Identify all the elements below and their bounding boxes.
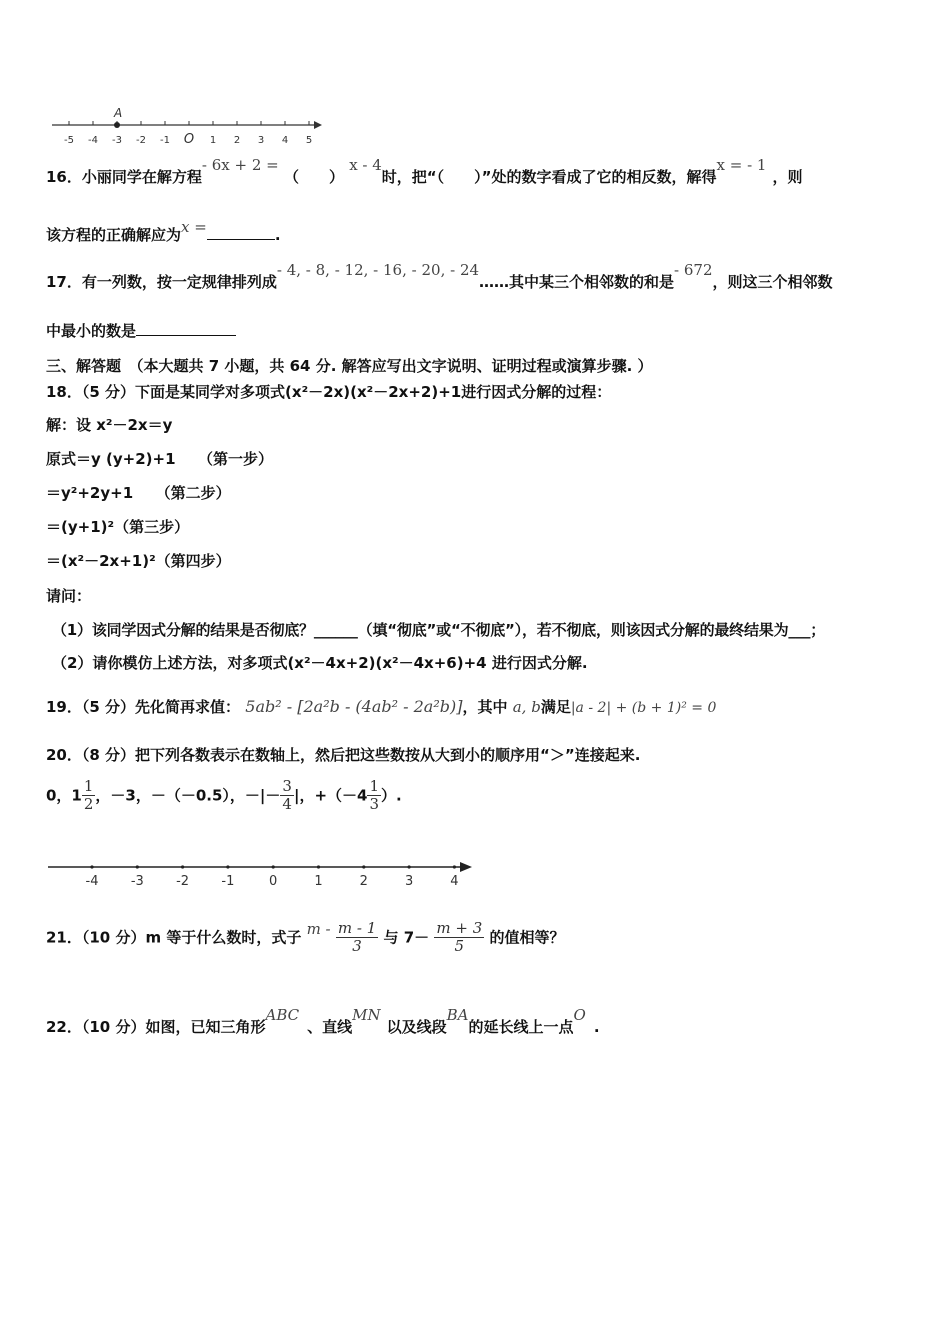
q20-axis-tick — [226, 865, 229, 868]
q20-frac-three-quarters: $\frac{3}{4}$ — [282, 777, 292, 814]
q21-frac-2: $\frac{m + 3}{5}$ — [436, 919, 483, 956]
q20-axis-tick-label: 2 — [359, 874, 368, 889]
top-axis-tick-label: -2 — [136, 135, 146, 146]
q17-line1: 17．有一列数，按一定规律排列成- 4, - 8, - 12, - 16, - 20, - 24……其中某三个相邻数的和是- 672，则这三个相邻数 — [46, 261, 833, 291]
top-axis-tick-label: 1 — [209, 135, 217, 146]
q22-o: O — [573, 1006, 586, 1024]
q18-stem: 18．（5 分）下面是某同学对多项式(x²－2x)(x²－2x+2)+1进行因式分解的过程： — [46, 383, 612, 401]
q20-axis-tick — [453, 865, 456, 868]
q20-axis-tick — [408, 865, 411, 868]
top-axis-tick-label: -4 — [88, 135, 98, 146]
q17-line2: 中最小的数是 — [46, 320, 236, 341]
q20-numbers: 0，1 $\frac{1}{2}$ ，－3，－（－0.5），－|－ $\frac{3}{4}$ |，+（－4 $\frac{1}{3}$ ）. — [46, 777, 402, 814]
q19-line: 19．（5 分）先化简再求值： 5ab² - [2a²b - (4ab² - 2a²b)]，其中 a, b满足|a - 2| + (b + 1)² = 0 — [46, 697, 717, 716]
q22-abc: ABC — [265, 1006, 300, 1024]
q20-frac-third: $\frac{1}{3}$ — [369, 777, 379, 814]
q18-step4: ＝(x²－2x+1)²（第四步） — [46, 552, 231, 570]
q21-frac-1: $\frac{m - 1}{3}$ — [337, 919, 377, 956]
top-axis-tick-label: 2 — [233, 135, 241, 146]
q20-axis-tick-label: -3 — [130, 874, 144, 889]
q16-eq-right: x - 4 — [349, 156, 382, 174]
q20-frac-half: $\frac{1}{2}$ — [83, 777, 94, 814]
q16-line1: 16．小丽同学在解方程- 6x + 2 = （ ） x - 4时，把“（ ）”处的数字看成了它的相反数，解得x = - 1，则 — [46, 156, 803, 186]
q18-step3: ＝(y+1)²（第三步） — [46, 518, 190, 536]
q16-line2: 该方程的正确解应为x = . — [46, 218, 281, 244]
q17-sum: - 672 — [674, 261, 713, 279]
q20-axis-tick-label: 0 — [269, 874, 278, 889]
top-axis-tick-label: O — [183, 132, 195, 147]
q20-axis-tick — [90, 865, 93, 868]
q20-axis-tick — [272, 865, 275, 868]
top-axis-tick-label: 5 — [305, 135, 313, 146]
q18-step2: ＝y²+2y+1 （第二步） — [46, 484, 231, 502]
q22-ba: BA — [446, 1006, 469, 1024]
q22-mn: MN — [352, 1006, 381, 1024]
top-axis-tick-label: 4 — [281, 135, 289, 146]
q20-stem: 20．（8 分）把下列各数表示在数轴上，然后把这些数按从大到小的顺序用“＞”连接起来. — [46, 746, 641, 764]
q19-expr: 5ab² - [2a²b - (4ab² - 2a²b)] — [245, 697, 463, 716]
q21-line: 21．（10 分）m 等于什么数时，式子 m - $\frac{m - 1}{3}$ 与 7－ $\frac{m + 3}{5}$ 的值相等？ — [46, 919, 565, 956]
q17-answer-blank[interactable] — [136, 335, 236, 336]
q20-axis-tick — [136, 865, 139, 868]
q22-line: 22．（10 分）如图，已知三角形ABC、直线MN以及线段BA的延长线上一点O. — [46, 1006, 600, 1036]
q18-step1: 原式＝y (y+2)+1 （第一步） — [46, 450, 274, 468]
q20-axis-tick-label: 3 — [404, 874, 414, 889]
q18-sub2: （2）请你模仿上述方法，对多项式(x²－4x+2)(x²－4x+6)+4 进行因式分解. — [52, 654, 588, 672]
q20-axis-tick-label: -4 — [85, 874, 99, 889]
q20-axis-tick — [362, 865, 365, 868]
q17-sequence: - 4, - 8, - 12, - 16, - 20, - 24 — [276, 261, 480, 279]
q20-axis-tick — [181, 865, 184, 868]
point-a-label: A — [114, 106, 123, 120]
top-axis-tick-label: -1 — [160, 135, 170, 146]
q18-sub1: （1）该同学因式分解的结果是否彻底？______（填“彻底”或“不彻底”），若不彻底，则该因式分解的最终结果为___； — [52, 621, 826, 639]
q16-answer-blank[interactable] — [207, 239, 275, 240]
top-axis-tick-label: -3 — [112, 135, 122, 146]
q18-step0: 解：设 x²－2x＝y — [46, 416, 173, 434]
top-axis-tick-label: -5 — [64, 135, 74, 146]
q20-axis-tick-label: 1 — [314, 874, 323, 889]
top-number-line — [48, 103, 328, 149]
q20-axis-tick-label: -1 — [221, 874, 235, 889]
q18-ask: 请问： — [46, 587, 92, 605]
q16-sol: x = - 1 — [716, 156, 767, 174]
top-axis-tick-label: 3 — [257, 135, 265, 146]
q19-cond: |a - 2| + (b + 1)² = 0 — [570, 700, 717, 716]
q20-number-line — [46, 855, 476, 889]
q20-axis-tick-label: 4 — [450, 874, 459, 889]
q16-eq-left: - 6x + 2 = — [201, 156, 279, 174]
section-3-heading: 三、解答题 （本大题共 7 小题，共 64 分. 解答应写出文字说明、证明过程或演算步骤. ） — [46, 357, 653, 375]
point-a-dot — [114, 122, 120, 128]
q20-axis-tick — [317, 865, 320, 868]
q19-vars: a, b — [512, 698, 541, 716]
q20-axis-tick-label: -2 — [176, 874, 190, 889]
